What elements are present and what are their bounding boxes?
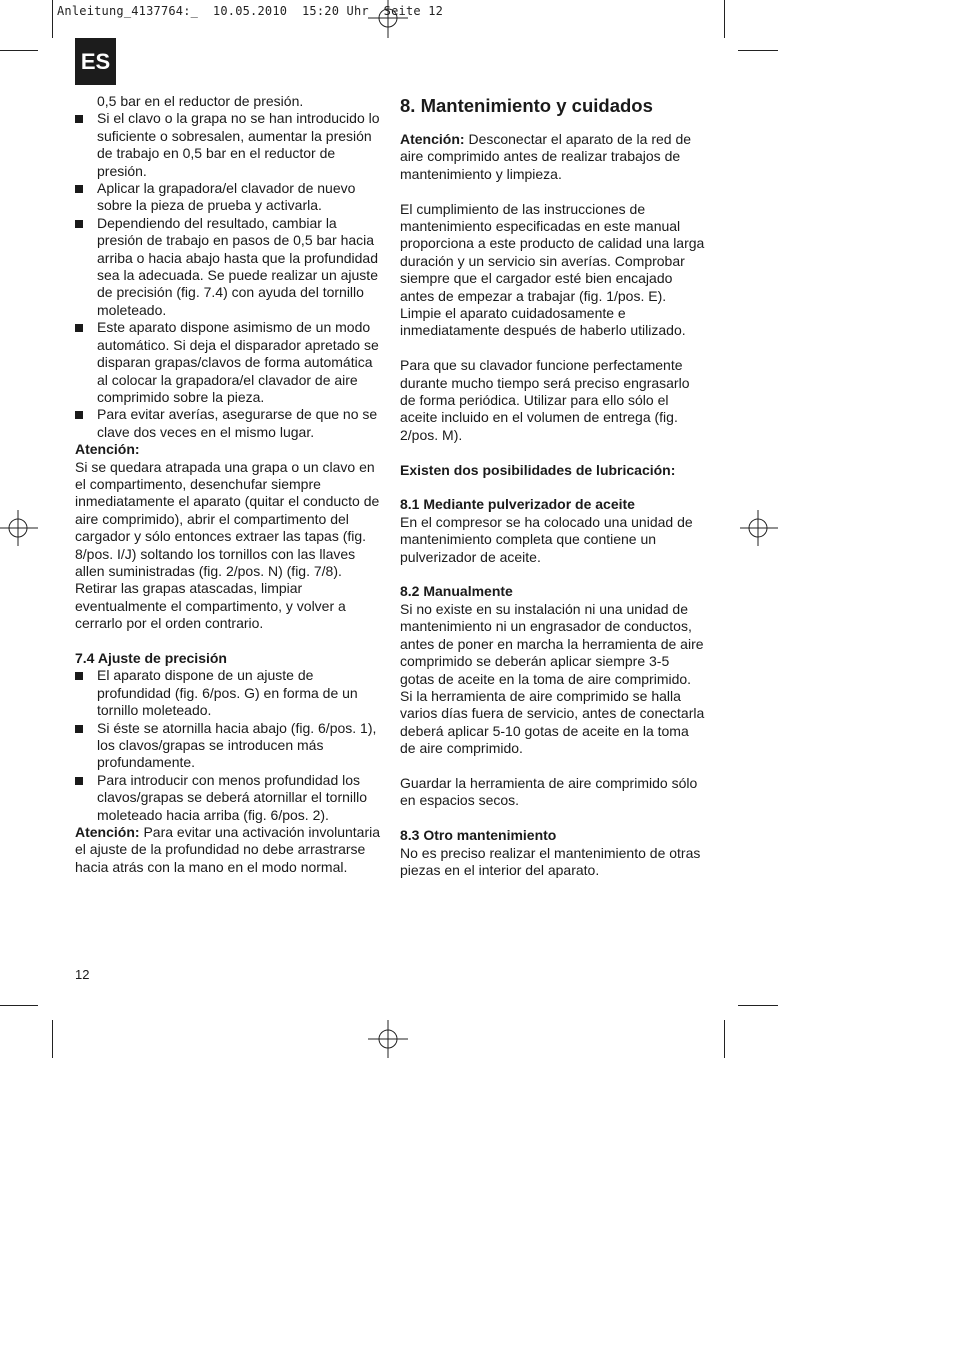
section-8-1-title: 8.1 Mediante pulverizador de aceite: [400, 496, 635, 513]
attention-note: Atención: Para evitar una activación involuntaria el ajuste de la profundidad no debe arrastrarse hacia atrás con la mano en el modo normal.: [75, 824, 381, 875]
section-8-2-title: 8.2 Manualmente: [400, 583, 513, 600]
crop-mark: [724, 1020, 725, 1058]
list-item: Para introducir con menos profundidad los clavos/grapas se deberá atornillar el tornillo moleteado hacia arriba (fig. 6/pos. 2).: [75, 772, 381, 824]
list-item: El aparato dispone de un ajuste de profundidad (fig. 6/pos. G) en forma de un tornillo moleteado.: [75, 667, 381, 719]
bullet-square-icon: [75, 777, 83, 785]
crop-mark: [52, 0, 53, 38]
crop-mark: [738, 50, 778, 51]
bullet-square-icon: [75, 411, 83, 419]
section-8-title: 8. Mantenimiento y cuidados: [400, 95, 653, 116]
registration-mark-icon: [368, 1020, 408, 1060]
section-8-1-text: En el compresor se ha colocado una unidad de mantenimiento completa que contiene un pulverizador de aceite.: [400, 513, 693, 565]
left-column: [75, 93, 381, 876]
page-number: 12: [75, 967, 90, 982]
maintenance-paragraph: El cumplimiento de las instrucciones de mantenimiento especificadas en este manual proporciona a este producto de calidad una larga duración y un servicio sin averías. Comprobar siempre que el cargador esté bien encajado antes de empezar a trabajar (fig. 1/pos. E). Limpie el aparato cuidadosamente e inmediatamente después de haberlo utilizado.: [400, 200, 705, 339]
right-column: [400, 93, 705, 879]
attention-label: Atención:: [75, 441, 140, 458]
bullet-square-icon: [75, 220, 83, 228]
crop-mark: [724, 0, 725, 38]
language-badge: ES: [75, 38, 116, 85]
attention-note: Atención: Desconectar el aparato de la red de aire comprimido antes de realizar trabajos de mantenimiento y limpieza.: [400, 131, 692, 182]
section-8-3-title: 8.3 Otro mantenimiento: [400, 827, 557, 844]
section-7-4-title: 7.4 Ajuste de precisión: [75, 649, 227, 666]
print-header-line: Anleitung_4137764:_ 10.05.2010 15:20 Uhr Seite 12: [57, 4, 444, 18]
crop-mark: [52, 1020, 53, 1058]
crop-mark: [738, 1005, 778, 1006]
list-item: Dependiendo del resultado, cambiar la presión de trabajo en pasos de 0,5 bar hacia arriba o hacia abajo hasta que la profundidad sea la adecuada. Se puede realizar un ajuste de precisión (fig. 7.4) con ayuda del tornillo moleteado.: [75, 215, 381, 319]
bullet-square-icon: [75, 115, 83, 123]
continued-line: 0,5 bar en el reductor de presión.: [97, 93, 304, 109]
list-item: Aplicar la grapadora/el clavador de nuevo sobre la pieza de prueba y activarla.: [75, 180, 381, 215]
list-item: Si el clavo o la grapa no se han introducido lo suficiente o sobresalen, aumentar la presión de trabajo en 0,5 bar en el reductor de presión.: [75, 110, 381, 180]
list-item: Este aparato dispone asimismo de un modo automático. Si deja el disparador apretado se disparan grapas/clavos de forma automática al colocar la grapadora/el clavador de aire comprimido sobre la pieza.: [75, 319, 381, 406]
crop-mark: [0, 50, 38, 51]
section-8-2-storage-text: Guardar la herramienta de aire comprimido sólo en espacios secos.: [400, 774, 698, 809]
section-8-2-text: Si no existe en su instalación ni una unidad de mantenimiento ni un engrasador de conductos, antes de poner en marcha la herramienta de aire comprimido se deberán aplicar siempre 3-5 gotas de aceite en la toma de aire comprimido. Si la herramienta de aire comprimido se halla varios días fuera de servicio, antes de conectarla deberá aplicar 5-10 gotas de aceite en la toma de aire comprimido.: [400, 600, 705, 757]
bullet-square-icon: [75, 725, 83, 733]
list-item: Si éste se atornilla hacia abajo (fig. 6/pos. 1), los clavos/grapas se introducen más profundamente.: [75, 720, 381, 772]
section-8-3-text: No es preciso realizar el mantenimiento de otras piezas en el interior del aparato.: [400, 844, 701, 878]
attention-paragraph: Si se quedara atrapada una grapa o un clavo en el compartimento, desenchufar siempre inmediatamente el aparato (quitar el conducto de aire comprimido), abrir el compartimento del cargador y sólo entonces extraer las tapas (fig. 8/pos. I/J) soltando los tornillos con las llaves allen suministradas (fig. 2/pos. N) (fig. 7/8). Retirar las grapas atascadas, limpiar eventualmente el compartimento, y volver a cerrarlo por el orden contrario.: [75, 458, 380, 632]
bullet-square-icon: [75, 672, 83, 680]
lubrication-heading: Existen dos posibilidades de lubricación:: [400, 461, 676, 478]
list-item: Para evitar averías, asegurarse de que no se clave dos veces en el mismo lugar.: [75, 406, 381, 441]
registration-mark-icon: [738, 508, 778, 548]
bullet-square-icon: [75, 324, 83, 332]
lubrication-paragraph: Para que su clavador funcione perfectamente durante mucho tiempo será preciso engrasarlo de forma periódica. Utilizar para ello sólo el aceite incluido en el volumen de entrega (fig. 2/pos. M).: [400, 357, 690, 443]
bullet-square-icon: [75, 185, 83, 193]
registration-mark-icon: [368, 0, 408, 40]
registration-mark-icon: [0, 508, 40, 548]
crop-mark: [0, 1005, 38, 1006]
